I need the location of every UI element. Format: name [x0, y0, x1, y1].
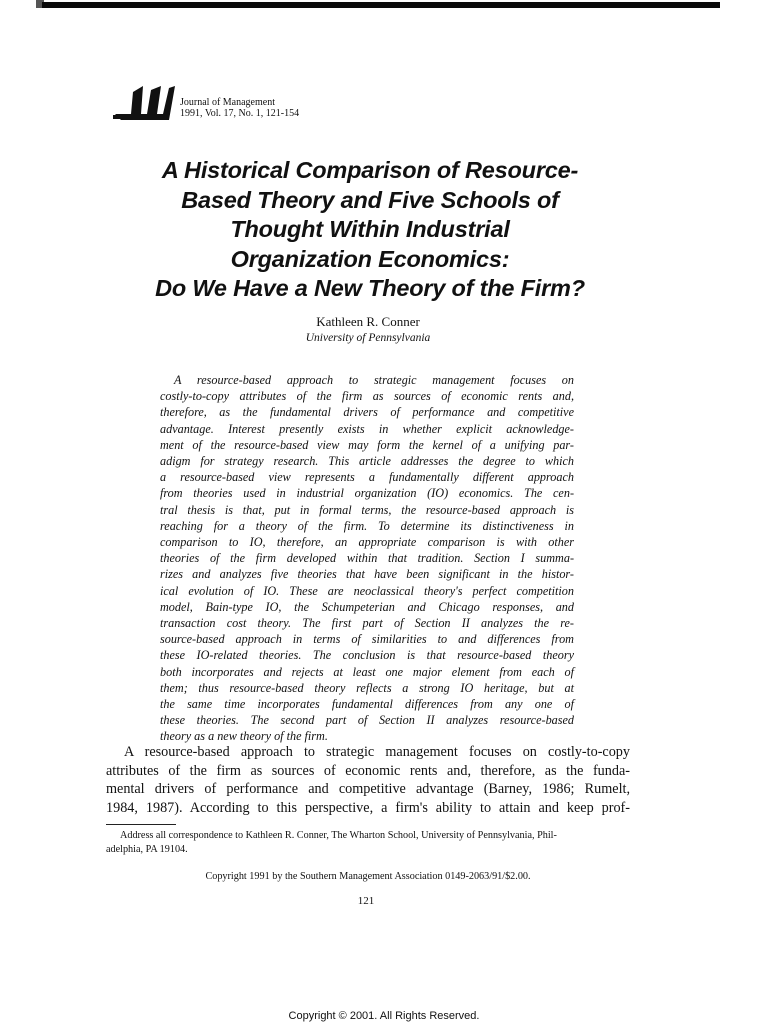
footer-copyright: Copyright © 2001. All Rights Reserved. [288, 1010, 480, 1022]
journal-name: Journal of Management [180, 97, 275, 108]
abstract-line: therefore, as the fundamental drivers of performance and competitive [160, 405, 574, 420]
footnote-divider [106, 824, 176, 825]
body-line: A resource-based approach to strategic management focuses on costly-to-copy [124, 744, 630, 760]
page-number: 121 [357, 895, 375, 907]
journal-citation-block [180, 97, 299, 119]
title-line: A Historical Comparison of Resource- [161, 157, 579, 183]
title-line: Thought Within Industrial [230, 216, 510, 242]
abstract-line: both incorporates and rejects at least one major element from each of [160, 664, 574, 679]
author-affiliation: University of Pennsylvania [305, 332, 431, 344]
body-line: 1984, 1987). According to this perspective, a firm's ability to attain and keep prof- [106, 799, 630, 816]
abstract-line: A resource-based approach to strategic management focuses on [174, 373, 574, 387]
scan-top-border [42, 2, 720, 8]
abstract-line: source-based approach in terms of similarities to and differences from [160, 632, 574, 647]
abstract-line: tral thesis is that, put in formal terms, the resource-based approach is [160, 502, 574, 517]
footnote-line: Address all correspondence to Kathleen R. Conner, The Wharton School, University of Pennsylvania, Phil- [120, 830, 557, 841]
abstract-line: ical evolution of IO. These are neoclassical theory's perfect competition [160, 583, 574, 598]
title-line: Based Theory and Five Schools of [181, 186, 559, 213]
abstract [160, 372, 574, 745]
abstract-line: transaction cost theory. The first part of Section II analyzes the re- [160, 616, 574, 631]
abstract-line: costly-to-copy attributes of the firm as sources of economic rents and, [160, 389, 574, 404]
abstract-line: from theories used in industrial organization (IO) economics. The cen- [160, 486, 574, 501]
footnote-line: adelphia, PA 19104. [106, 843, 188, 855]
body-line: attributes of the firm as sources of economic rents and, therefore, as the funda- [106, 762, 630, 779]
abstract-line: these IO-related theories. The conclusion is that resource-based theory [160, 648, 574, 663]
body-line: mental drivers of performance and competitive advantage (Barney, 1986; Rumelt, [106, 781, 630, 798]
abstract-line: theories of the firm developed within that tradition. Section I summa- [160, 551, 574, 566]
author-name: Kathleen R. Conner [316, 314, 420, 329]
abstract-line: comparison to IO, therefore, an appropriate comparison is with other [160, 535, 574, 550]
abstract-line: ment of the resource-based view may form the kernel of a unifying par- [160, 437, 574, 452]
title-line: Organization Economics: [230, 245, 510, 272]
correspondence-footnote [106, 829, 630, 856]
abstract-line: them; thus resource-based theory reflects a strong IO heritage, but at [160, 680, 574, 695]
journal-citation: 1991, Vol. 17, No. 1, 121-154 [180, 108, 300, 119]
abstract-line: reaching for a theory of the firm. To determine its distinctiveness in [160, 518, 574, 533]
journal-copyright: Copyright 1991 by the Southern Management Association 0149-2063/91/$2.00. [205, 871, 531, 882]
journal-logo-icon [113, 84, 177, 124]
abstract-line: these theories. The second part of Section II analyzes resource-based [160, 713, 574, 728]
title-line: Do We Have a New Theory of the Firm? [155, 275, 585, 301]
article-title [110, 156, 630, 304]
abstract-line: theory as a new theory of the firm. [160, 729, 328, 744]
abstract-line: advantage. Interest presently exists in whether explicit acknowledge- [160, 421, 574, 436]
abstract-line: the same time incorporates fundamental differences from any one of [160, 697, 574, 712]
abstract-line: a resource-based view represents a fundamentally different approach [160, 470, 574, 485]
abstract-line: rizes and analyzes five theories that have been significant in the histor- [160, 567, 574, 582]
abstract-line: model, Bain-type IO, the Schumpeterian and Chicago responses, and [160, 599, 574, 614]
abstract-line: adigm for strategy research. This article addresses the degree to which [160, 454, 574, 469]
body-paragraph [106, 743, 630, 817]
